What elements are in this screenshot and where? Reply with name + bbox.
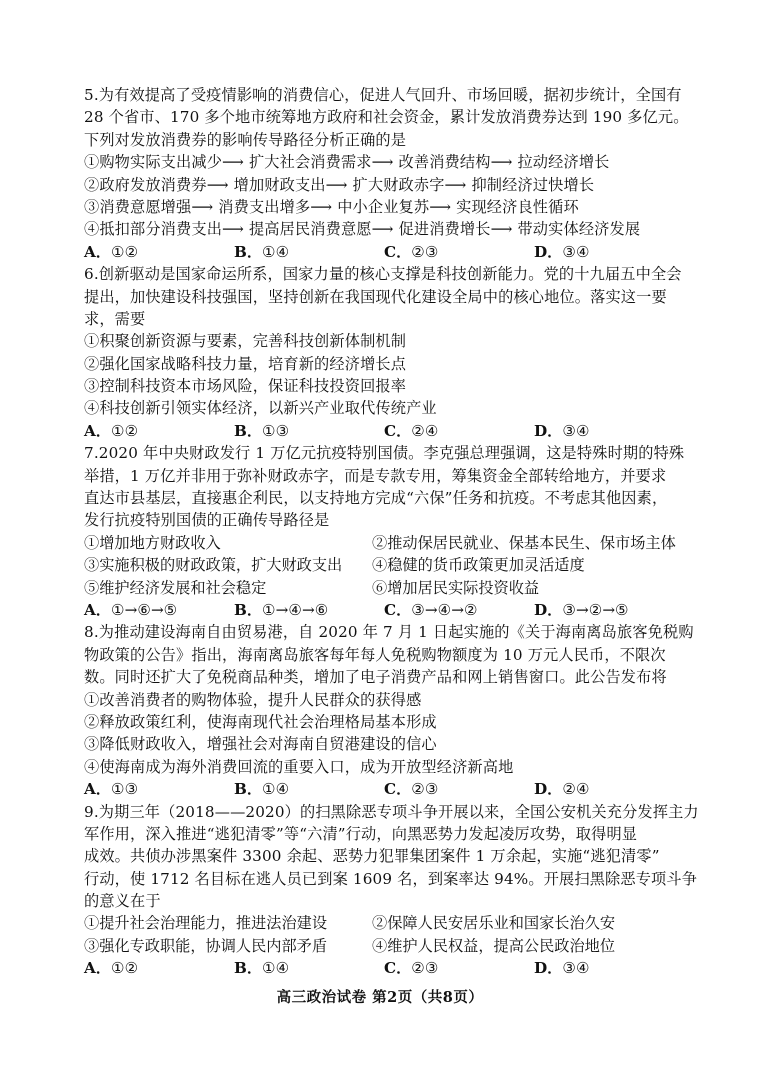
page-footer: 高三政治试卷 第2页（共8页）: [276, 989, 484, 1006]
question-stem-line: 军作用，深入推进“逃犯清零”等“六清”行动，向黑恶势力发起凌厉攻势，取得明显: [84, 824, 638, 843]
exam-page: [84, 84, 699, 980]
question-stem-line: 求，需要: [84, 309, 146, 328]
answer-option-b: B．①④: [234, 780, 290, 799]
statement-item: ①增加地方财政收入: [84, 533, 221, 552]
statement-item: ④稳健的货币政策更加灵活适度: [372, 556, 585, 575]
question-7: [84, 442, 684, 621]
statement-item: ②推动保居民就业、保基本民生、保市场主体: [372, 533, 676, 552]
statement-item: ②保障人民安居乐业和国家长治久安: [372, 914, 615, 933]
statement-item: ②释放政策红利，使海南现代社会治理格局基本形成: [84, 712, 437, 731]
statement-item: ④维护人民权益，提高公民政治地位: [372, 936, 615, 955]
answer-option-c: C．②③: [384, 242, 439, 261]
statement-item: ①提升社会治理能力，推进法治建设: [84, 914, 327, 933]
answer-option-b: B．①→④→⑥: [234, 600, 329, 619]
question-stem-line: 8.为推动建设海南自由贸易港，自 2020 年 7 月 1 日起实施的《关于海南离岛旅客免税购: [84, 623, 694, 642]
question-stem-line: 发行抗疫特别国债的正确传导路径是: [84, 511, 330, 530]
statement-item: ①购物实际支出减少⟶ 扩大社会消费需求⟶ 改善消费结构⟶ 拉动经济增长: [84, 153, 610, 172]
answer-options: [84, 599, 684, 621]
answer-option-d: D．③④: [534, 421, 590, 440]
answer-option-d: D．②④: [534, 780, 590, 799]
question-9: [84, 801, 699, 980]
question-stem-line: 举措，1 万亿并非用于弥补财政赤字，而是专款专用，筹集资金全部转给地方，并要求: [84, 466, 667, 485]
answer-options: [84, 957, 684, 979]
statement-item: ③实施积极的财政政策，扩大财政支出: [84, 556, 343, 575]
question-stem-line: 提出，加快建设科技强国，坚持创新在我国现代化建设全局中的核心地位。落实这一要: [84, 287, 667, 306]
statement-item: ③强化专政职能，协调人民内部矛盾: [84, 936, 327, 955]
question-stem-line: 28 个省市、170 多个地市统筹地方政府和社会资金，累计发放消费券达到 190 多亿元。: [84, 108, 689, 127]
statement-item: ①改善消费者的购物体验，提升人民群众的获得感: [84, 690, 422, 709]
statement-pair: [84, 532, 684, 554]
statement-pair: [84, 554, 684, 576]
question-stem-line: 的意义在于: [84, 892, 161, 911]
question-stem-line: 数。同时还扩大了免税商品种类，增加了电子消费产品和网上销售窗口。此公告发布将: [84, 668, 667, 687]
answer-option-a: A．①②: [84, 242, 139, 261]
question-stem-line: 直达市县基层，直接惠企利民，以支持地方完成“六保”任务和抗疫。不考虑其他因素，: [84, 489, 668, 508]
statement-item: ③降低财政收入，增强社会对海南自贸港建设的信心: [84, 735, 437, 754]
statement-item: ③控制科技资本市场风险，保证科技投资回报率: [84, 377, 407, 396]
question-8: [84, 621, 694, 800]
answer-option-a: A．①②: [84, 421, 139, 440]
answer-option-d: D．③→②→⑤: [534, 600, 629, 619]
statement-item: ②强化国家战略科技力量，培育新的经济增长点: [84, 354, 407, 373]
answer-option-a: A．①③: [84, 780, 139, 799]
question-stem-line: 9.为期三年（2018——2020）的扫黑除恶专项斗争开展以来，全国公安机关充分发挥主力: [84, 802, 699, 821]
question-stem-line: 下列对发放消费券的影响传导路径分析正确的是: [84, 130, 407, 149]
statement-item: ⑥增加居民实际投资收益: [372, 578, 540, 597]
question-stem-line: 5.为有效提高了受疫情影响的消费信心，促进人气回升、市场回暖，据初步统计，全国有: [84, 86, 682, 104]
answer-options: [84, 420, 684, 442]
question-stem-line: 7.2020 年中央财政发行 1 万亿元抗疫特别国债。李克强总理强调，这是特殊时期的特殊: [84, 444, 685, 463]
answer-option-a: A．①②: [84, 959, 139, 978]
answer-option-a: A．①→⑥→⑤: [84, 600, 178, 619]
statement-item: ③消费意愿增强⟶ 消费支出增多⟶ 中小企业复苏⟶ 实现经济良性循环: [84, 197, 579, 216]
answer-options: [84, 241, 684, 263]
answer-option-b: B．①③: [234, 421, 290, 440]
statement-pair: [84, 577, 684, 599]
question-stem-line: 物政策的公告》指出，海南离岛旅客每年每人免税购物额度为 10 万元人民币，不限次: [84, 645, 666, 664]
statement-pair: [84, 935, 684, 957]
answer-options: [84, 778, 684, 800]
statement-item: ④抵扣部分消费支出⟶ 提高居民消费意愿⟶ 促进消费增长⟶ 带动实体经济发展: [84, 220, 641, 239]
statement-item: ④科技创新引领实体经济，以新兴产业取代传统产业: [84, 399, 437, 418]
statement-pair: [84, 912, 684, 934]
answer-option-c: C．②③: [384, 959, 439, 978]
answer-option-c: C．③→④→②: [384, 600, 478, 619]
answer-option-b: B．①④: [234, 242, 290, 261]
answer-option-c: C．②③: [384, 780, 439, 799]
question-5: [84, 84, 689, 263]
statement-item: ⑤维护经济发展和社会稳定: [84, 578, 267, 597]
question-6: [84, 263, 684, 442]
question-stem-line: 成效。共侦办涉黑案件 3300 余起、恶势力犯罪集团案件 1 万余起，实施“逃犯清零”: [84, 847, 660, 866]
question-stem-line: 6.创新驱动是国家命运所系，国家力量的核心支撑是科技创新能力。党的十九届五中全会: [84, 265, 682, 284]
statement-item: ①积聚创新资源与要素，完善科技创新体制机制: [84, 332, 407, 351]
statement-item: ④使海南成为海外消费回流的重要入口，成为开放型经济新高地: [84, 757, 514, 776]
answer-option-d: D．③④: [534, 959, 590, 978]
answer-option-c: C．②④: [384, 421, 439, 440]
question-stem-line: 行动，使 1712 名目标在逃人员已到案 1609 名，到案率达 94%。开展扫黑除恶专项斗争: [84, 869, 698, 888]
answer-option-b: B．①④: [234, 959, 290, 978]
answer-option-d: D．③④: [534, 242, 590, 261]
statement-item: ②政府发放消费券⟶ 增加财政支出⟶ 扩大财政赤字⟶ 抑制经济过快增长: [84, 175, 595, 194]
